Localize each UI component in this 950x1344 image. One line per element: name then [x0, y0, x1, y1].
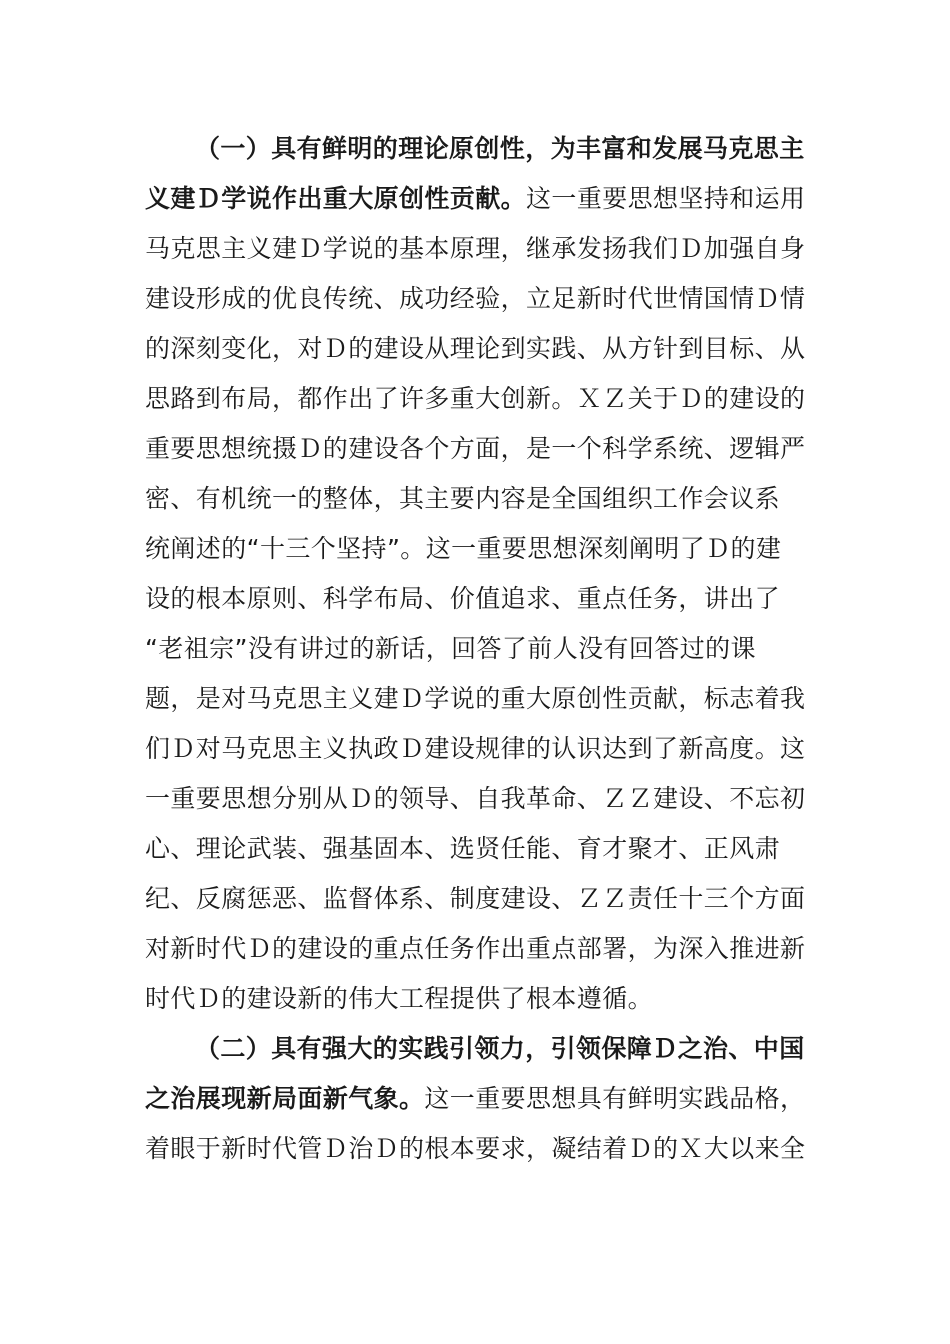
paragraph-2: [145, 1024, 807, 1174]
text-line: [145, 724, 807, 774]
text-line: [145, 1124, 807, 1174]
body-text: 题，是对马克思主义建Ｄ学说的重大原创性贡献，标志着我: [145, 684, 806, 713]
bold-heading-text: 之治展现新局面新气象。: [145, 1084, 425, 1113]
text-line: [145, 224, 807, 274]
body-text: 对新时代Ｄ的建设的重点任务作出重点部署，为深入推进新: [145, 934, 806, 963]
bold-heading-text: （二）具有强大的实践引领力，引领保障Ｄ之治、中国: [195, 1034, 805, 1063]
body-text: 统阐述的“十三个坚持”。这一重要思想深刻阐明了Ｄ的建: [145, 534, 782, 563]
text-line: [145, 474, 807, 524]
text-line: [145, 374, 807, 424]
bold-heading-text: 义建Ｄ学说作出重大原创性贡献。: [145, 184, 527, 213]
text-line: [145, 1024, 807, 1074]
text-line: [145, 524, 807, 574]
body-text: 设的根本原则、科学布局、价值追求、重点任务，讲出了: [145, 584, 781, 613]
body-text: 的深刻变化，对Ｄ的建设从理论到实践、从方针到目标、从: [145, 334, 806, 363]
text-line: [145, 974, 807, 1024]
bold-heading-text: （一）具有鲜明的理论原创性，为丰富和发展马克思主: [195, 134, 805, 163]
text-line: [145, 274, 807, 324]
text-line: [145, 174, 807, 224]
paragraph-1: [145, 124, 807, 1024]
body-text: 重要思想统摄Ｄ的建设各个方面，是一个科学系统、逻辑严: [145, 434, 806, 463]
body-text: 时代Ｄ的建设新的伟大工程提供了根本遵循。: [145, 984, 654, 1013]
text-line: [145, 874, 807, 924]
document-page: [145, 124, 807, 1174]
body-text: 着眼于新时代管Ｄ治Ｄ的根本要求，凝结着Ｄ的Ｘ大以来全: [145, 1134, 806, 1163]
body-text: 纪、反腐惩恶、监督体系、制度建设、ＺＺ责任十三个方面: [145, 884, 806, 913]
body-text: “老祖宗”没有讲过的新话，回答了前人没有回答过的课: [145, 634, 756, 663]
body-text: 建设形成的优良传统、成功经验，立足新时代世情国情Ｄ情: [145, 284, 806, 313]
text-line: [145, 624, 807, 674]
body-text: 思路到布局，都作出了许多重大创新。ＸＺ关于Ｄ的建设的: [145, 384, 806, 413]
text-line: [145, 124, 807, 174]
body-text: 密、有机统一的整体，其主要内容是全国组织工作会议系: [145, 484, 781, 513]
body-text: 们Ｄ对马克思主义执政Ｄ建设规律的认识达到了新高度。这: [145, 734, 806, 763]
text-line: [145, 1074, 807, 1124]
text-line: [145, 324, 807, 374]
text-line: [145, 824, 807, 874]
text-line: [145, 674, 807, 724]
text-line: [145, 774, 807, 824]
text-line: [145, 424, 807, 474]
text-line: [145, 574, 807, 624]
body-text: 这一重要思想坚持和运用: [526, 184, 806, 213]
body-text: 一重要思想分别从Ｄ的领导、自我革命、ＺＺ建设、不忘初: [145, 784, 806, 813]
body-text: 心、理论武装、强基固本、选贤任能、育才聚才、正风肃: [145, 834, 781, 863]
text-line: [145, 924, 807, 974]
body-text: 马克思主义建Ｄ学说的基本原理，继承发扬我们Ｄ加强自身: [145, 234, 806, 263]
body-text: 这一重要思想具有鲜明实践品格，: [424, 1084, 806, 1113]
